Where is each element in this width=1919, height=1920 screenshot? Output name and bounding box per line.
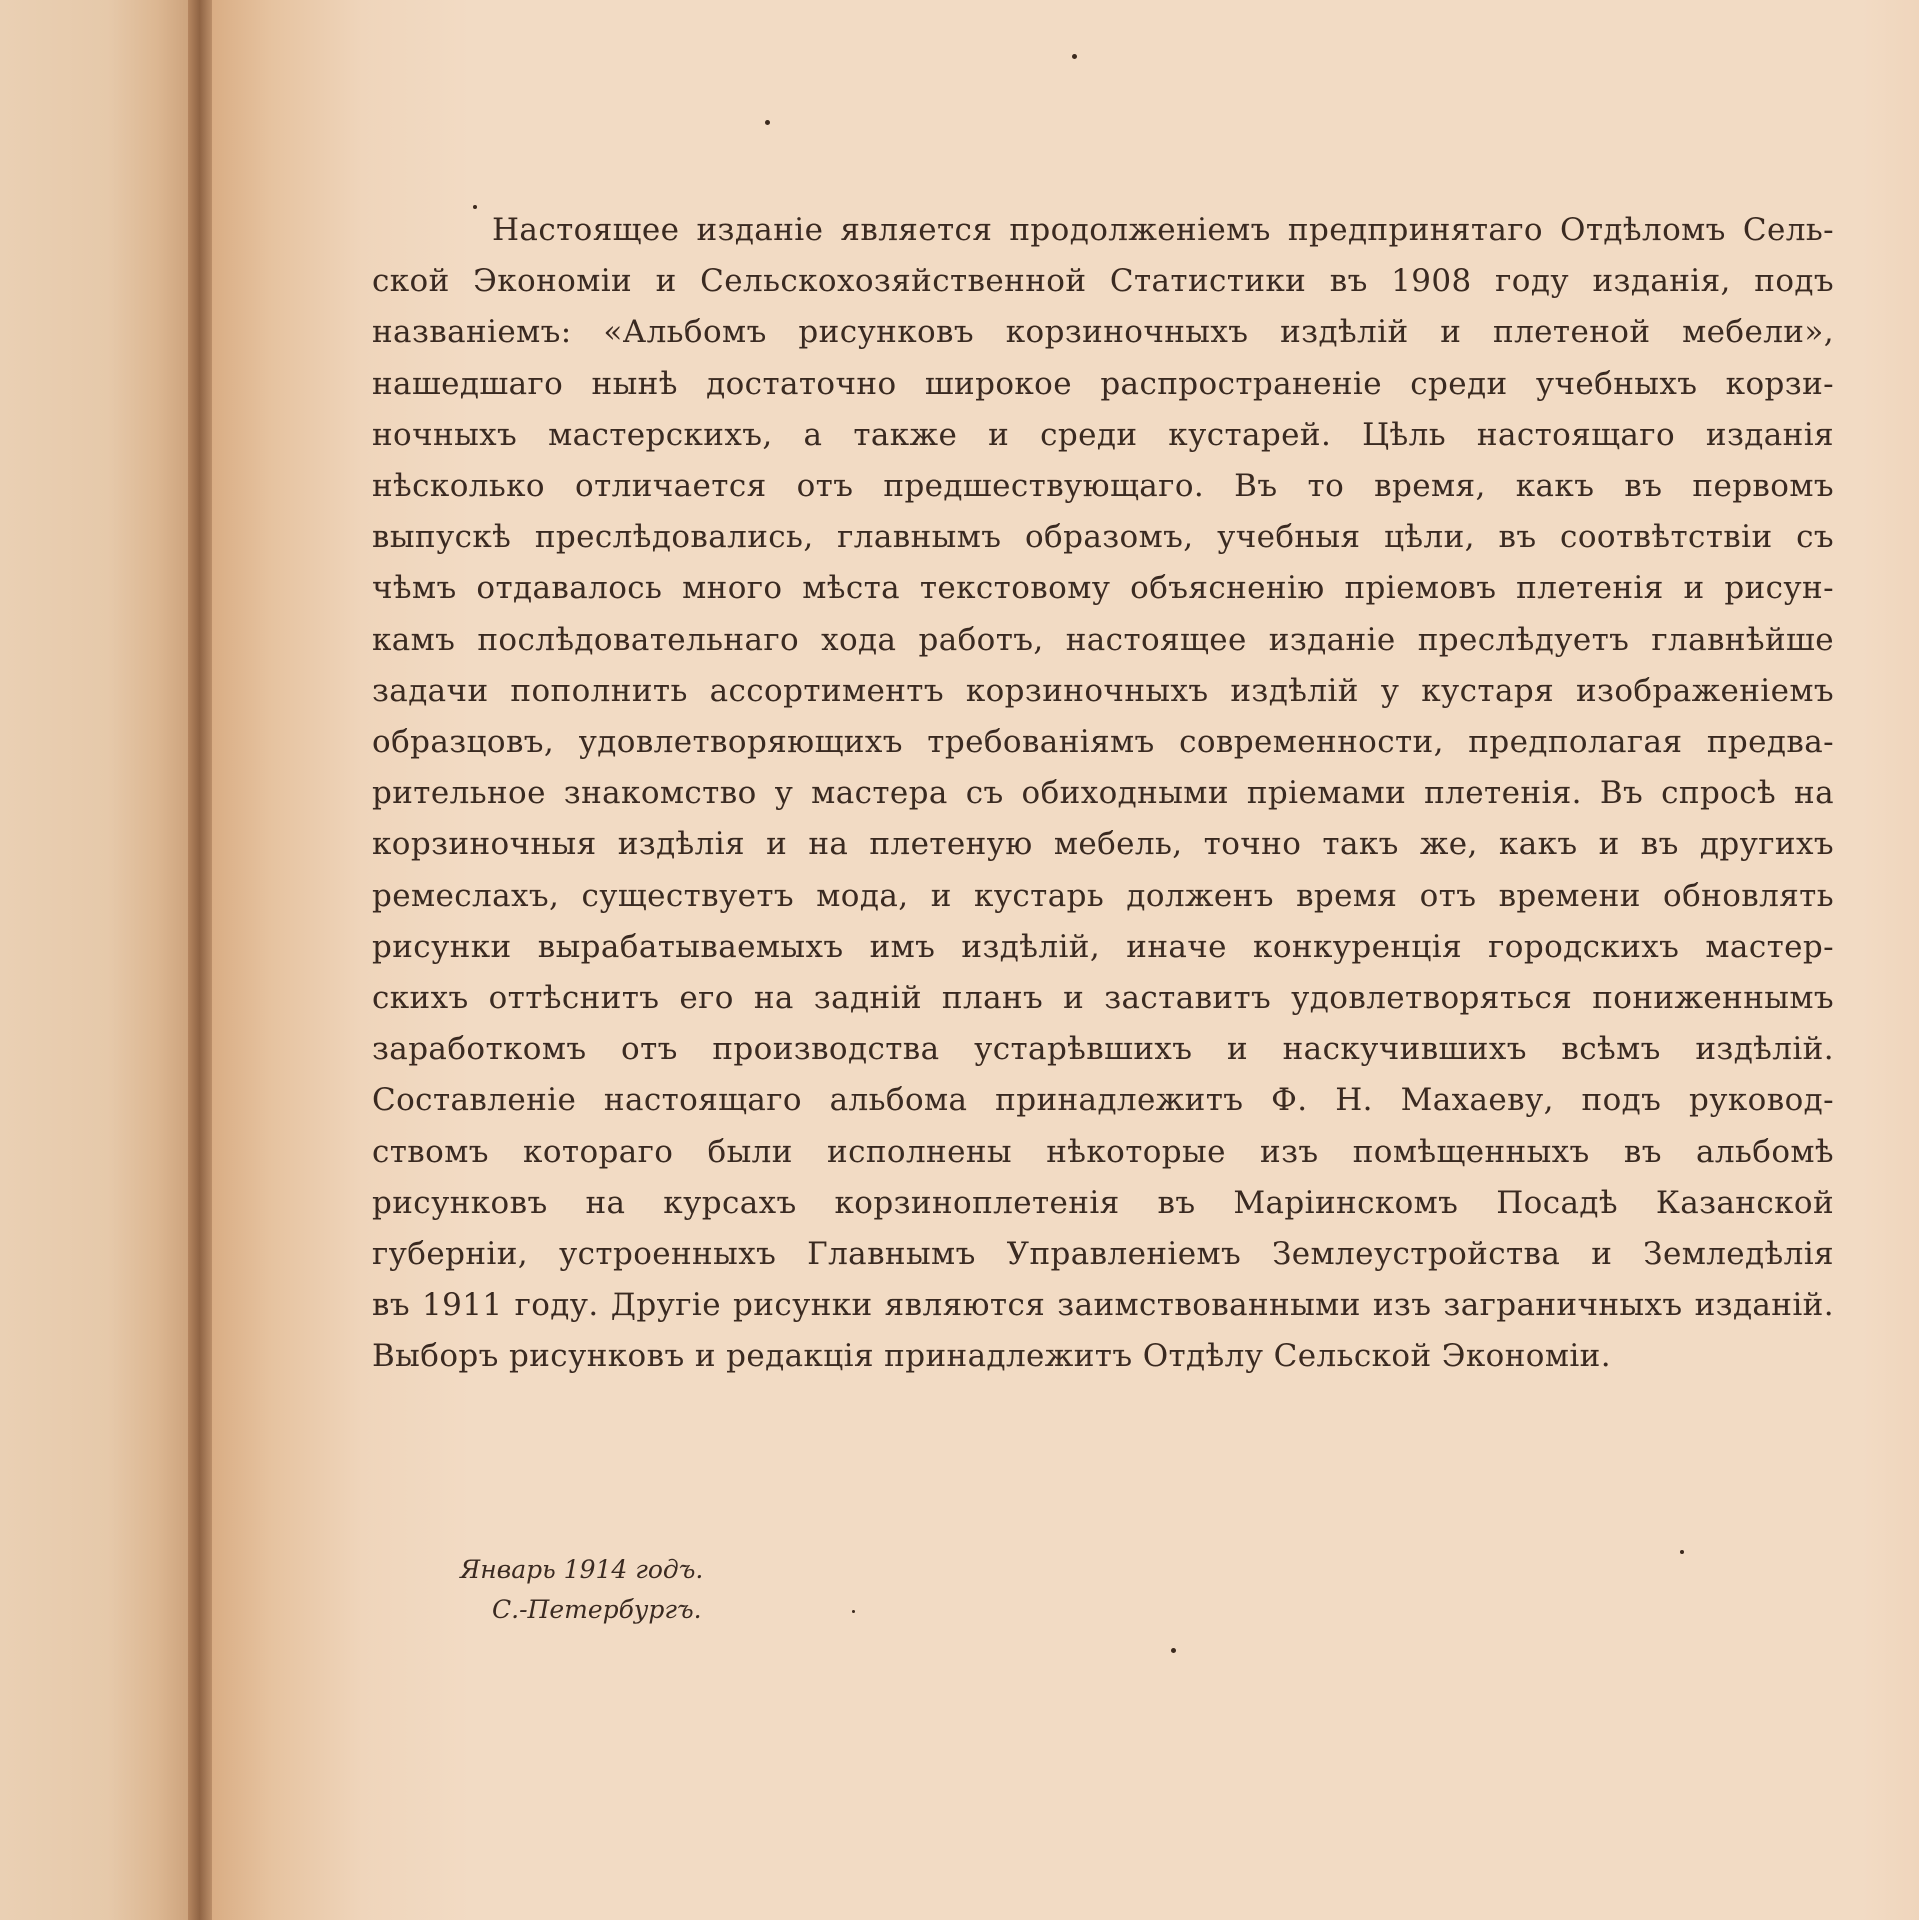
- text-line: рисунковъ на курсахъ корзиноплетенія въ Маріинскомъ Посадѣ Казанской: [372, 1184, 1834, 1221]
- preface-paragraph: [372, 205, 1834, 1383]
- left-page-margin: [0, 0, 196, 1920]
- text-line: образцовъ, удовлетворяющихъ требованіямъ современности, предполагая предва-: [372, 724, 1834, 761]
- signature-date: Январь 1914 годъ.: [460, 1555, 704, 1584]
- text-line: ствомъ котораго были исполнены нѣкоторые изъ помѣщенныхъ въ альбомѣ: [372, 1133, 1834, 1170]
- text-line: нашедшаго нынѣ достаточно широкое распространеніе среди учебныхъ корзи-: [372, 365, 1834, 402]
- paper-speck: [852, 1610, 855, 1613]
- paper-speck: [1072, 54, 1077, 59]
- text-line: чѣмъ отдавалось много мѣста текстовому объясненію пріемовъ плетенія и рисун-: [372, 570, 1834, 607]
- signature-place: С.-Петербургъ.: [492, 1595, 702, 1624]
- paper-speck: [765, 120, 770, 125]
- text-line: камъ послѣдовательнаго хода работъ, настоящее изданіе преслѣдуетъ главнѣйше: [372, 621, 1834, 658]
- text-line: выпускѣ преслѣдовались, главнымъ образомъ, учебныя цѣли, въ соотвѣтствіи съ: [372, 519, 1834, 556]
- text-line: Выборъ рисунковъ и редакція принадлежитъ Отдѣлу Сельской Экономіи.: [372, 1338, 1612, 1375]
- text-line: ремеслахъ, существуетъ мода, и кустарь долженъ время отъ времени обновлять: [372, 877, 1834, 914]
- text-line: Настоящее изданіе является продолженіемъ предпринятаго Отдѣломъ Сель-: [492, 212, 1834, 248]
- signature-block: [460, 1550, 703, 1630]
- text-line: въ 1911 году. Другіе рисунки являются заимствованными изъ заграничныхъ изданій.: [372, 1287, 1834, 1324]
- text-line: названіемъ: «Альбомъ рисунковъ корзиночныхъ издѣлій и плетеной мебели»,: [372, 314, 1834, 351]
- text-line: заработкомъ отъ производства устарѣвшихъ и наскучившихъ всѣмъ издѣлій.: [372, 1031, 1834, 1068]
- paper-speck: [1680, 1550, 1684, 1554]
- text-line: рительное знакомство у мастера съ обиходными пріемами плетенія. Въ спросѣ на: [372, 775, 1834, 812]
- text-line: скихъ оттѣснитъ его на заднiй планъ и заставитъ удовлетворяться пониженнымъ: [372, 980, 1834, 1017]
- text-line: корзиночныя издѣлія и на плетеную мебель, точно такъ же, какъ и въ другихъ: [372, 826, 1834, 863]
- book-gutter: [188, 0, 214, 1920]
- paper-speck: [1171, 1648, 1176, 1653]
- text-line: ской Экономіи и Сельскохозяйственной Статистики въ 1908 году изданія, подъ: [372, 263, 1834, 300]
- text-line: губерніи, устроенныхъ Главнымъ Управленіемъ Землеустройства и Земледѣлія: [372, 1236, 1834, 1273]
- text-line: ночныхъ мастерскихъ, а также и среди кустарей. Цѣль настоящаго изданія: [372, 416, 1834, 453]
- text-line: задачи пополнить ассортиментъ корзиночныхъ издѣлій у кустаря изображеніемъ: [372, 672, 1834, 709]
- text-line: рисунки вырабатываемыхъ имъ издѣлій, иначе конкуренція городскихъ мастер-: [372, 928, 1834, 965]
- text-line: Составленіе настоящаго альбома принадлежитъ Ф. Н. Махаеву, подъ руковод-: [372, 1082, 1834, 1119]
- text-line: нѣсколько отличается отъ предшествующаго. Въ то время, какъ въ первомъ: [372, 468, 1834, 505]
